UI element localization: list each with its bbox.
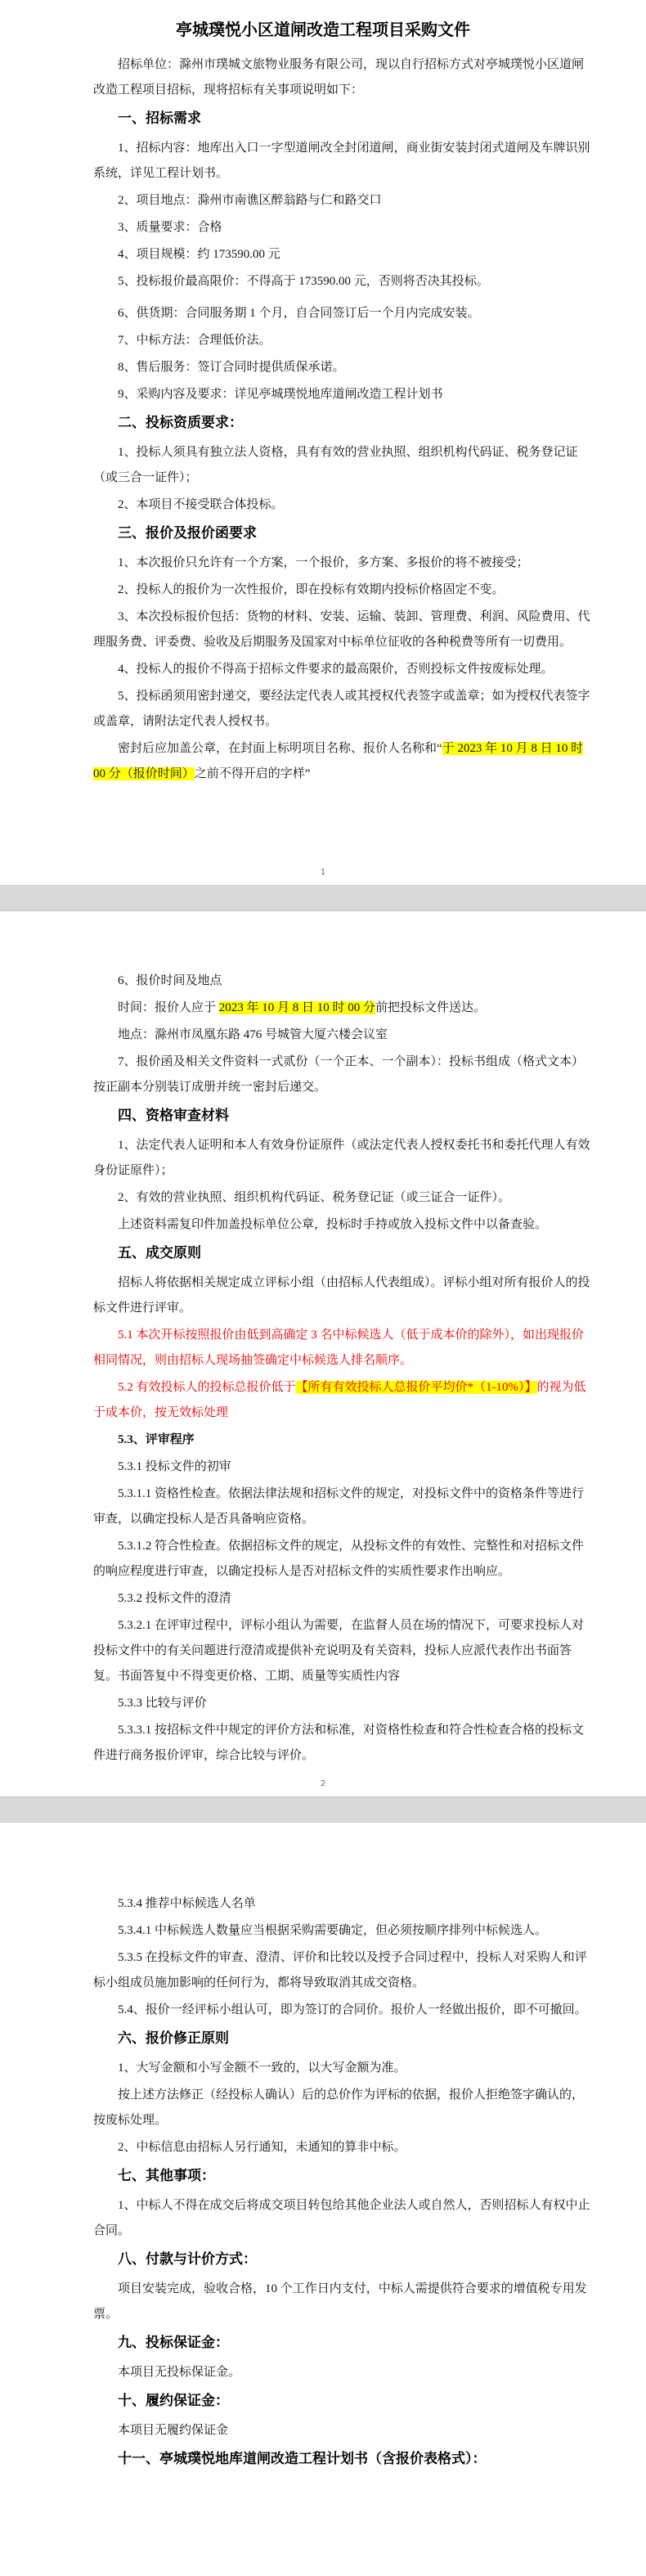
requirement-item: 7、中标方法：合理低价法。 [118,334,271,347]
price-correction-item: 按上述方法修正（经投标人确认）后的总价作为评标的依据，报价人拒绝签字确认的，按废标处理。 [93,2088,585,2127]
review-procedure-line: 5.3.4.1 中标候选人数量应当根据采购需要确定，但必须按顺序排列中标候选人。 [118,1924,548,1937]
requirement-item: 6、供货期：合同服务期 1 个月，自合同签订后一个月内完成安装。 [118,307,480,320]
bid-time-tail: 前把投标文件送达。 [375,1001,487,1014]
quotation-item: 1、本次报价只允许有一个方案，一个报价，多方案、多报价的将不被接受； [118,556,529,569]
review-procedure-line: 5.3.1.2 符合性检查。依据招标文件的规定，从投标文件的有效性、完整性和对招标文件的响应程度进行审查，以确定投标人是否对招标文件的实质性要求作出响应。 [93,1540,585,1578]
price-correction-item: 2、中标信息由招标人另行通知，未通知的算非中标。 [118,2141,406,2154]
quotation-item: 6、报价时间及地点 [118,974,222,987]
quotation-item: 4、投标人的报价不得高于招标文件要求的最高限价，否则投标文件按废标处理。 [118,663,554,676]
requirement-item: 1、招标内容：地库出入口一字型道闸改全封闭道闸，商业街安装封闭式道闸及车牌识别系统，详见工程计划书。 [93,142,590,180]
section-heading-other-matters: 七、其他事项： [118,2168,215,2184]
qualification-item: 2、本项目不接受联合体投标。 [118,498,284,511]
review-procedure-heading: 5.3、评审程序 [118,1433,195,1446]
intro-paragraph: 招标单位：滁州市璞城文旅物业服务有限公司，现以自行招标方式对亭城璞悦小区道闸改造工程项目招标，现将招标有关事项说明如下： [93,58,585,97]
seal-note-tail: 之前不得开启的字样” [194,767,311,780]
page-number: 1 [320,868,326,877]
review-procedure-line: 5.3.1 投标文件的初审 [118,1460,231,1473]
award-rule-5-2 [93,1375,590,1426]
section-heading-award-principles: 五、成交原则 [118,1245,201,1261]
seal-note-highlight: 于 2023 年 10 月 8 日 10 时 00 分（报价时间） [93,742,584,780]
section-heading-review-materials: 四、资格审查材料 [118,1108,229,1124]
review-material-item: 1、法定代表人证明和本人有效身份证原件（或法定代表人授权委托书和委托代理人有效身份证原件）； [93,1139,590,1177]
award-rule-5-2-tail: 的视为低于成本价，按无效标处理 [93,1381,586,1419]
section-heading-price-correction: 六、报价修正原则 [118,2030,229,2047]
quotation-item: 2、投标人的报价为一次性报价，即在投标有效期内投标价格固定不变。 [118,583,505,596]
seal-note-text: 密封后应加盖公章，在封面上标明项目名称、报价人名称和“ [118,742,442,755]
page-number: 2 [320,1779,326,1788]
page-1-body [93,52,590,789]
bid-time-label: 时间：报价人应于 [118,1001,219,1014]
page-separator [0,885,646,911]
review-procedure-line: 5.3.3 比较与评价 [118,1697,207,1710]
quotation-item: 7、报价函及相关文件资料一式贰份（一个正本、一个副本）：投标书组成（格式文本）按正副本分别装订成册并统一密封后递交。 [93,1055,585,1094]
requirement-item: 5、投标报价最高限价：不得高于 173590.00 元，否则将否决其投标。 [118,275,489,288]
requirement-item: 9、采购内容及要求：详见亭城璞悦地库道闸改造工程计划书 [118,388,443,401]
page-2-body [93,969,590,1770]
bid-bond-text: 本项目无投标保证金。 [118,2366,241,2379]
requirement-item: 3、质量要求：合格 [118,221,222,234]
award-rule-5-2-text: 5.2 有效投标人的投标总报价低于 [118,1381,296,1394]
bid-time-highlight: 2023 年 10 月 8 日 10 时 00 分 [218,1001,376,1014]
quotation-item: 5、投标函须用密封递交，要经法定代表人或其授权代表签字或盖章；如为授权代表签字或盖章，请附法定代表人授权书。 [93,690,590,728]
requirement-item: 8、售后服务：签订合同时提供质保承诺。 [118,361,345,374]
section-heading-performance-bond: 十、履约保证金： [118,2393,229,2409]
page-3-body [93,1891,590,2476]
review-procedure-line: 5.3.2 投标文件的澄清 [118,1592,231,1605]
page-separator [0,1796,646,1823]
price-correction-item: 1、大写金额和小写金额不一致的，以大写金额为准。 [118,2061,406,2075]
requirement-item: 4、项目规模：约 173590.00 元 [118,248,280,261]
payment-text: 项目安装完成，验收合格，10 个工作日内支付，中标人需提供符合要求的增值税专用发票。 [93,2282,587,2321]
qualification-item: 1、投标人须具有独立法人资格，具有有效的营业执照、组织机构代码证、税务登记证（或三合一证件）； [93,446,578,484]
section-heading-requirements: 一、招标需求 [118,110,201,127]
performance-bond-text: 本项目无履约保证金 [118,2424,229,2437]
quotation-item: 3、本次投标报价包括：货物的材料、安装、运输、装卸、管理费、利润、风险费用、代理服务费、评委费、验收及后期服务及国家对中标单位征收的各种税费等所有一切费用。 [93,610,590,649]
section-heading-qualification: 二、投标资质要求： [118,415,243,431]
review-procedure-line: 5.3.4 推荐中标候选人名单 [118,1897,256,1910]
review-procedure-line: 5.3.5 在投标文件的审查、澄清、评价和比较以及授予合同过程中，投标人对采购人和评标小组成员施加影响的任何行为，都将导致取消其成交资格。 [93,1951,587,1989]
document-title: 亭城璞悦小区道闸改造工程项目采购文件 [176,20,470,39]
other-matters-item: 1、中标人不得在成交后将成交项目转包给其他企业法人或自然人，否则招标人有权中止合同。 [93,2199,590,2237]
award-intro: 招标人将依据相关规定成立评标小组（由招标人代表组成）。评标小组对所有报价人的投标文件进行评审。 [93,1276,590,1315]
document-page-2 [0,911,646,1796]
award-rule-5-2-highlight: 【所有有效投标人总报价平均价*（1-10%）】 [295,1381,537,1394]
requirement-item: 2、项目地点：滁州市南谯区醉翁路与仁和路交口 [118,194,382,207]
review-material-note: 上述资料需复印件加盖投标单位公章，投标时手持或放入投标文件中以备查验。 [118,1218,548,1231]
section-heading-payment: 八、付款与计价方式： [118,2251,257,2268]
seal-note [93,736,590,787]
review-procedure-line: 5.3.3.1 按招标文件中规定的评价方法和标准，对资格性检查和符合性检查合格的投标文件进行商务报价评审，综合比较与评价。 [93,1724,585,1762]
bid-place: 地点：滁州市凤凰东路 476 号城管大厦六楼会议室 [118,1028,388,1041]
bid-time [93,996,590,1021]
review-procedure-line: 5.3.1.1 资格性检查。依据法律法规和招标文件的规定，对投标文件中的资格条件等进行审查，以确定投标人是否具备响应资格。 [93,1487,585,1526]
review-procedure-line: 5.3.2.1 在评审过程中，评标小组认为需要，在监督人员在场的情况下，可要求投标人对投标文件中的有关问题进行澄清或提供补充说明及有关资料，投标人应派代表作出书面答复。书面答复中不得变更价格、工期、质量等实质性内容 [93,1619,585,1683]
document-page-1 [0,0,646,885]
review-material-item: 2、有效的营业执照、组织机构代码证、税务登记证（或三证合一证件）。 [118,1191,511,1204]
section-heading-quotation: 三、报价及报价函要求 [118,525,257,542]
award-rule-5-1: 5.1 本次开标按照报价由低到高确定 3 名中标候选人（低于成本价的除外），如出现报价相同情况，则由招标人现场抽签确定中标候选人排名顺序。 [93,1328,585,1367]
award-rule-5-4: 5.4、报价一经评标小组认可，即为签订的合同价。报价人一经做出报价，即不可撤回。 [118,2003,587,2016]
section-heading-bid-bond: 九、投标保证金： [118,2335,229,2351]
document-page-3 [0,1823,646,2576]
section-heading-work-plan: 十一、亭城璞悦地库道闸改造工程计划书（含报价表格式）： [118,2451,487,2467]
